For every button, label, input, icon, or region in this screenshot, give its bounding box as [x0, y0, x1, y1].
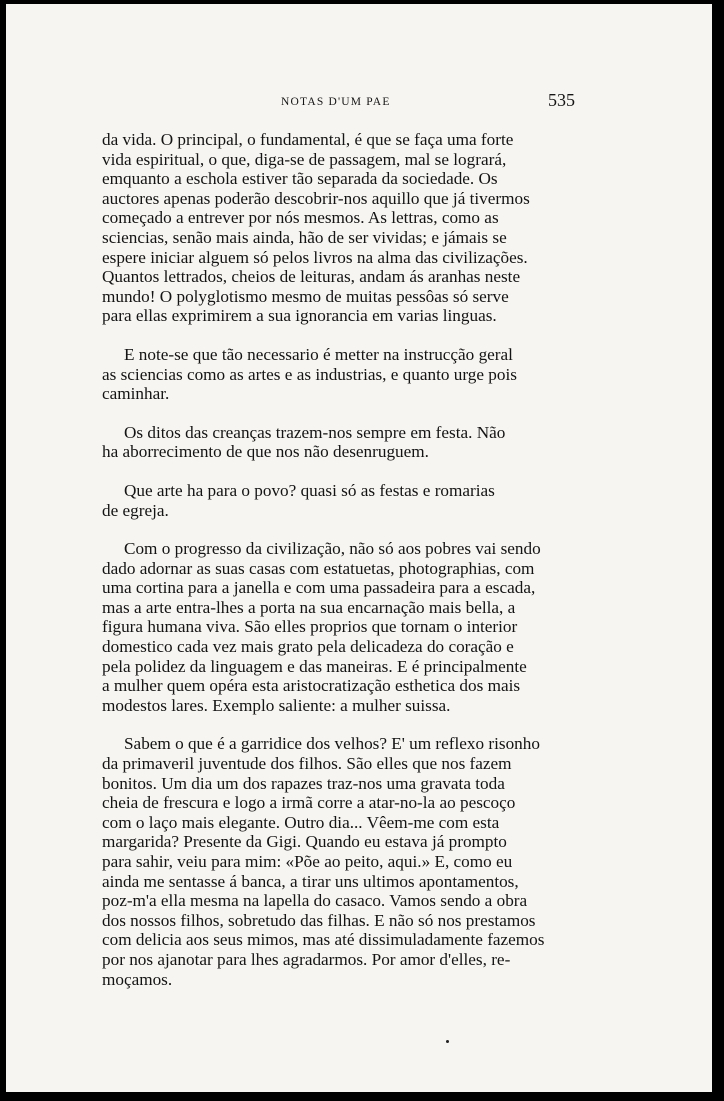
text-line: ainda me sentasse á banca, a tirar uns ultimos apontamentos,: [102, 871, 519, 891]
text-line: ha aborrecimento de que nos não desenruguem.: [102, 442, 429, 462]
text-line: começado a entrever por nós mesmos. As lettras, como as: [102, 208, 499, 228]
text-line: da primaveril juventude dos filhos. São elles que nos fazem: [102, 754, 512, 774]
page-header: [6, 90, 712, 114]
paragraph-6: [102, 734, 584, 989]
text-line: com delicia aos seus mimos, mas até dissimuladamente fazemos: [102, 930, 545, 950]
text-line: para ellas exprimirem a sua ignorancia em varias linguas.: [102, 306, 497, 326]
text-line: poz-m'a ella mesma na lapella do casaco. Vamos sendo a obra: [102, 891, 528, 911]
text-line: cheia de frescura e logo a irmã corre a atar-no-la ao pescoço: [102, 793, 516, 813]
text-line: Sabem o que é a garridice dos velhos? E' um reflexo risonho: [124, 734, 540, 754]
text-line: sciencias, senão mais ainda, hão de ser vividas; e jámais se: [102, 227, 507, 247]
text-line: moçamos.: [102, 969, 173, 989]
text-line: as sciencias como as artes e as industrias, e quanto urge pois: [102, 364, 517, 384]
paragraph-3: [102, 423, 584, 462]
text-line: Com o progresso da civilização, não só aos pobres vai sendo: [124, 539, 541, 559]
text-line: mundo! O polyglotismo mesmo de muitas pessôas só serve: [102, 286, 509, 306]
paragraph-4: [102, 481, 584, 520]
printer-mark: [446, 1040, 449, 1043]
text-line: emquanto a eschola estiver tão separada da sociedade. Os: [102, 169, 498, 189]
text-line: vida espiritual, o que, diga-se de passagem, mal se logrará,: [102, 149, 507, 169]
text-line: Que arte ha para o povo? quasi só as festas e romarias: [124, 480, 495, 500]
text-line: domestico cada vez mais grato pela delicadeza do coração e: [102, 637, 514, 657]
text-line: modestos lares. Exemplo saliente: a mulher suissa.: [102, 695, 451, 715]
text-line: auctores apenas poderão descobrir-nos aquillo que já tivermos: [102, 188, 530, 208]
text-line: de egreja.: [102, 500, 169, 520]
running-title: NOTAS D'UM PAE: [281, 96, 391, 108]
paragraph-1: [102, 130, 584, 326]
text-line: uma cortina para a janella e com uma passadeira para a escada,: [102, 578, 536, 598]
text-line: figura humana viva. São elles proprios que tornam o interior: [102, 617, 518, 637]
paragraph-2: [102, 345, 584, 404]
text-line: por nos ajanotar para lhes agradarmos. Por amor d'elles, re-: [102, 949, 511, 969]
text-line: dado adornar as suas casas com estatuetas, photographias, com: [102, 558, 535, 578]
text-line: espere iniciar alguem só pelos livros na alma das civilizações.: [102, 247, 528, 267]
text-line: margarida? Presente da Gigi. Quando eu estava já prompto: [102, 832, 507, 852]
book-page: [6, 4, 712, 1092]
text-line: bonitos. Um dia um dos rapazes traz-nos uma gravata toda: [102, 773, 505, 793]
text-line: caminhar.: [102, 384, 170, 404]
paragraph-5: [102, 539, 584, 715]
body-text: [102, 130, 584, 1008]
text-line: com o laço mais elegante. Outro dia... Vêem-me com esta: [102, 812, 500, 832]
text-line: Quantos lettrados, cheios de leituras, andam ás aranhas neste: [102, 267, 521, 287]
text-line: pela polidez da linguagem e das maneiras. E é principalmente: [102, 656, 527, 676]
text-line: mas a arte entra-lhes a porta na sua encarnação mais bella, a: [102, 597, 516, 617]
text-line: para sahir, veiu para mim: «Põe ao peito, aqui.» E, como eu: [102, 852, 513, 871]
text-line: E note-se que tão necessario é metter na instrucção geral: [124, 344, 513, 364]
text-line: dos nossos filhos, sobretudo das filhas. E não só nos prestamos: [102, 910, 536, 930]
text-line: Os ditos das creanças trazem-nos sempre em festa. Não: [124, 422, 506, 442]
page-number: 535: [548, 90, 575, 110]
text-line: da vida. O principal, o fundamental, é que se faça uma forte: [102, 130, 514, 149]
text-line: a mulher quem opéra esta aristocratização esthetica dos mais: [102, 676, 521, 696]
